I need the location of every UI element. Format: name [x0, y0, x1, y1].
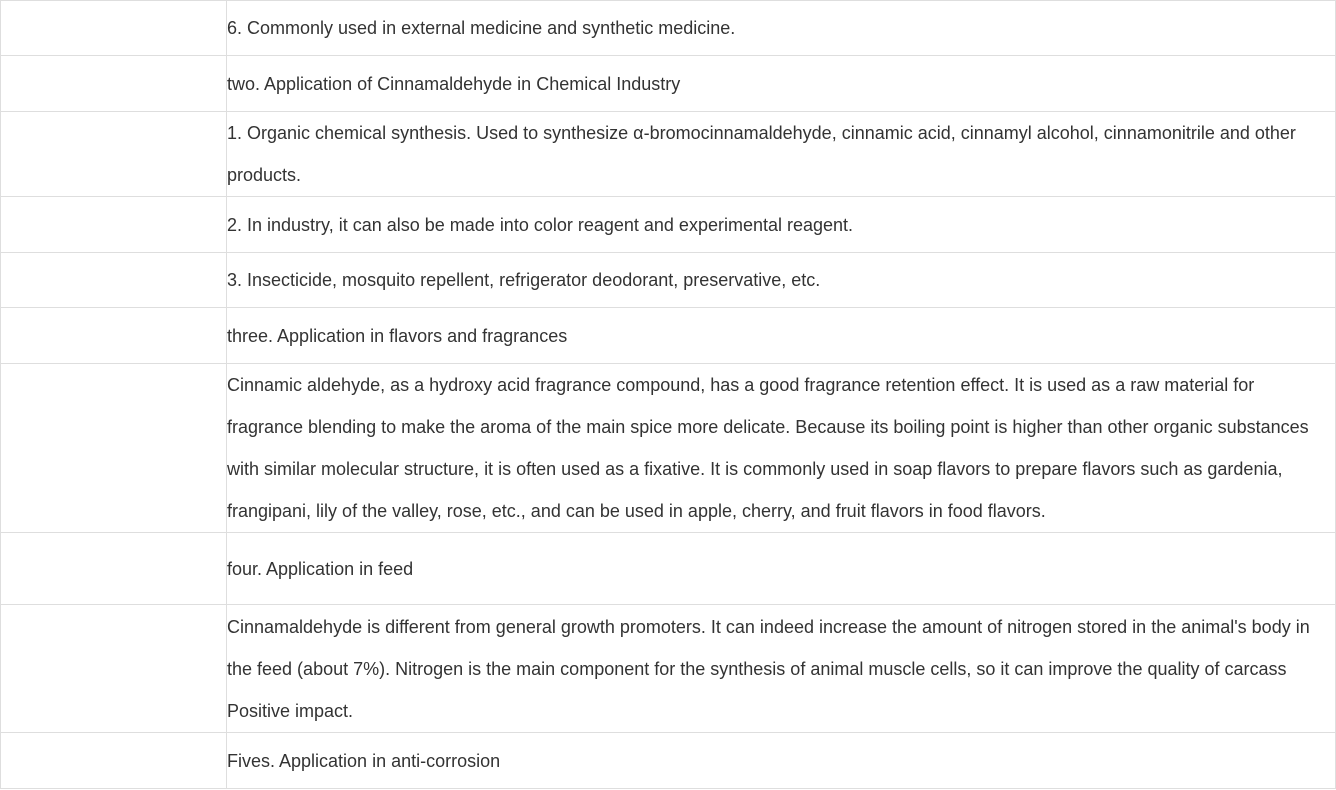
- table-row: [1, 533, 1336, 605]
- row-text: Cinnamic aldehyde, as a hydroxy acid fragrance compound, has a good fragrance retention effect. It is used as a raw material for fragrance blending to make the aroma of the main spice more delicate. Because its boiling point is higher than other organic substances with similar molecular structure, it is often used as a fixative. It is commonly used in soap flavors to prepare flavors such as gardenia, frangipani, lily of the valley, rose, etc., and can be used in apple, cherry, and fruit flavors in food flavors.: [227, 375, 1309, 521]
- text-cell: [227, 533, 1336, 605]
- text-cell: [227, 56, 1336, 112]
- table-row: [1, 364, 1336, 533]
- table-row: [1, 56, 1336, 112]
- table-row: [1, 1, 1336, 56]
- row-text: 1. Organic chemical synthesis. Used to synthesize α-bromocinnamaldehyde, cinnamic acid, cinnamyl alcohol, cinnamonitrile and other products.: [227, 123, 1296, 185]
- table-row: [1, 197, 1336, 253]
- row-text: 6. Commonly used in external medicine and synthetic medicine.: [227, 18, 736, 38]
- section-heading: four. Application in feed: [227, 558, 414, 579]
- empty-cell: [1, 308, 227, 364]
- text-cell: [227, 1, 1336, 56]
- table-row: [1, 733, 1336, 789]
- empty-cell: [1, 605, 227, 733]
- empty-cell: [1, 733, 227, 789]
- table-row: [1, 112, 1336, 197]
- table-row: [1, 253, 1336, 308]
- table-row: [1, 308, 1336, 364]
- empty-cell: [1, 112, 227, 197]
- section-heading: three. Application in flavors and fragrances: [227, 325, 568, 346]
- empty-cell: [1, 533, 227, 605]
- empty-cell: [1, 253, 227, 308]
- row-text: 3. Insecticide, mosquito repellent, refrigerator deodorant, preservative, etc.: [227, 270, 821, 290]
- empty-cell: [1, 197, 227, 253]
- text-cell: [227, 197, 1336, 253]
- text-cell: [227, 112, 1336, 197]
- empty-cell: [1, 1, 227, 56]
- table-row: [1, 605, 1336, 733]
- text-cell: [227, 605, 1336, 733]
- empty-cell: [1, 56, 227, 112]
- row-text: Cinnamaldehyde is different from general growth promoters. It can indeed increase the amount of nitrogen stored in the animal's body in the feed (about 7%). Nitrogen is the main component for the synthesis of animal muscle cells, so it can improve the quality of carcass Positive impact.: [227, 616, 1310, 721]
- section-heading: Fives. Application in anti-corrosion: [227, 750, 501, 771]
- row-text: 2. In industry, it can also be made into color reagent and experimental reagent.: [227, 214, 854, 235]
- text-cell: [227, 733, 1336, 789]
- empty-cell: [1, 364, 227, 533]
- section-heading: two. Application of Cinnamaldehyde in Chemical Industry: [227, 73, 681, 94]
- text-cell: [227, 308, 1336, 364]
- text-cell: [227, 253, 1336, 308]
- text-cell: [227, 364, 1336, 533]
